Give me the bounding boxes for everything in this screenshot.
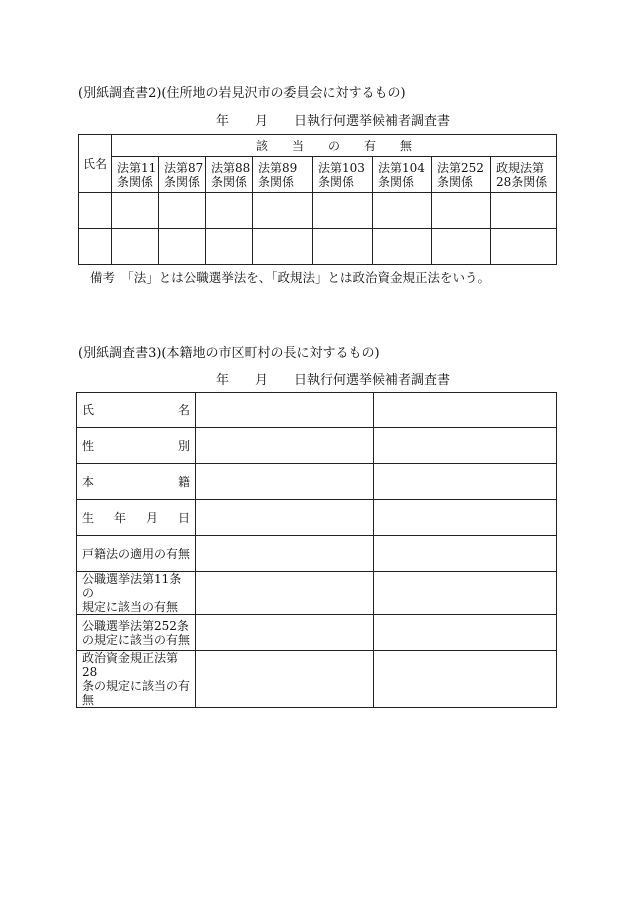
blank-cell[interactable] [159, 193, 206, 229]
row-label-birthdate: 生 年 月 日 [77, 500, 196, 536]
form2-note: 備考 「法」とは公職選挙法を、「政規法」とは政治資金規正法をいう。 [90, 270, 491, 285]
blank-cell[interactable] [159, 229, 206, 265]
blank-cell[interactable] [79, 193, 112, 229]
form3-title: 年 月 日執行何選挙候補者調査書 [216, 373, 451, 388]
blank-cell[interactable] [79, 229, 112, 265]
blank-cell[interactable] [206, 193, 253, 229]
form3-heading: (別紙調査書3)(本籍地の市区町村の長に対するもの) [78, 346, 380, 361]
table-row [77, 651, 557, 708]
row-label-election-law-11: 公職選挙法第11条の 規定に該当の有無 [77, 572, 196, 615]
table-row [77, 572, 557, 615]
blank-cell[interactable] [374, 393, 557, 428]
blank-cell[interactable] [196, 500, 374, 536]
form3-table [76, 392, 557, 708]
blank-cell[interactable] [196, 572, 374, 615]
blank-cell[interactable] [374, 572, 557, 615]
table-row [79, 229, 557, 265]
blank-cell[interactable] [253, 193, 313, 229]
blank-cell[interactable] [491, 229, 557, 265]
blank-cell[interactable] [196, 651, 374, 708]
blank-cell[interactable] [196, 536, 374, 572]
column-header: 法第88 条関係 [206, 157, 253, 193]
column-header: 法第104 条関係 [373, 157, 432, 193]
blank-cell[interactable] [374, 464, 557, 500]
row-label-sex: 性 別 [77, 428, 196, 464]
row-label-political-funds-28: 政治資金規正法第28 条の規定に該当の有 無 [77, 651, 196, 708]
table-row [77, 464, 557, 500]
blank-cell[interactable] [432, 193, 491, 229]
blank-cell[interactable] [374, 651, 557, 708]
table-row [77, 536, 557, 572]
column-header: 政規法第 28条関係 [491, 157, 557, 193]
blank-cell[interactable] [373, 193, 432, 229]
table-row [79, 193, 557, 229]
row-label-name: 氏 名 [77, 393, 196, 428]
column-header: 法第87 条関係 [159, 157, 206, 193]
column-header: 法第103 条関係 [313, 157, 373, 193]
column-header: 法第89 条関係 [253, 157, 313, 193]
table-row [77, 500, 557, 536]
blank-cell[interactable] [374, 500, 557, 536]
blank-cell[interactable] [313, 229, 373, 265]
blank-cell[interactable] [374, 615, 557, 651]
column-header: 法第252 条関係 [432, 157, 491, 193]
blank-cell[interactable] [196, 393, 374, 428]
blank-cell[interactable] [196, 428, 374, 464]
blank-cell[interactable] [253, 229, 313, 265]
form2-title: 年 月 日執行何選挙候補者調査書 [216, 114, 451, 129]
table-row [77, 428, 557, 464]
table-row [77, 393, 557, 428]
form2-table [78, 134, 557, 265]
blank-cell[interactable] [313, 193, 373, 229]
blank-cell[interactable] [432, 229, 491, 265]
blank-cell[interactable] [112, 229, 159, 265]
name-header: 氏名 [79, 135, 112, 193]
applicable-header: 該 当 の 有 無 [112, 135, 557, 157]
blank-cell[interactable] [196, 464, 374, 500]
row-label-domicile: 本 籍 [77, 464, 196, 500]
blank-cell[interactable] [206, 229, 253, 265]
blank-cell[interactable] [112, 193, 159, 229]
blank-cell[interactable] [374, 428, 557, 464]
blank-cell[interactable] [374, 536, 557, 572]
column-header: 法第11 条関係 [112, 157, 159, 193]
blank-cell[interactable] [196, 615, 374, 651]
table-row [77, 615, 557, 651]
blank-cell[interactable] [373, 229, 432, 265]
form2-heading: (別紙調査書2)(住所地の岩見沢市の委員会に対するもの) [78, 86, 406, 101]
row-label-election-law-252: 公職選挙法第252条 の規定に該当の有無 [77, 615, 196, 651]
blank-cell[interactable] [491, 193, 557, 229]
row-label-family-register: 戸籍法の適用の有無 [77, 536, 196, 572]
